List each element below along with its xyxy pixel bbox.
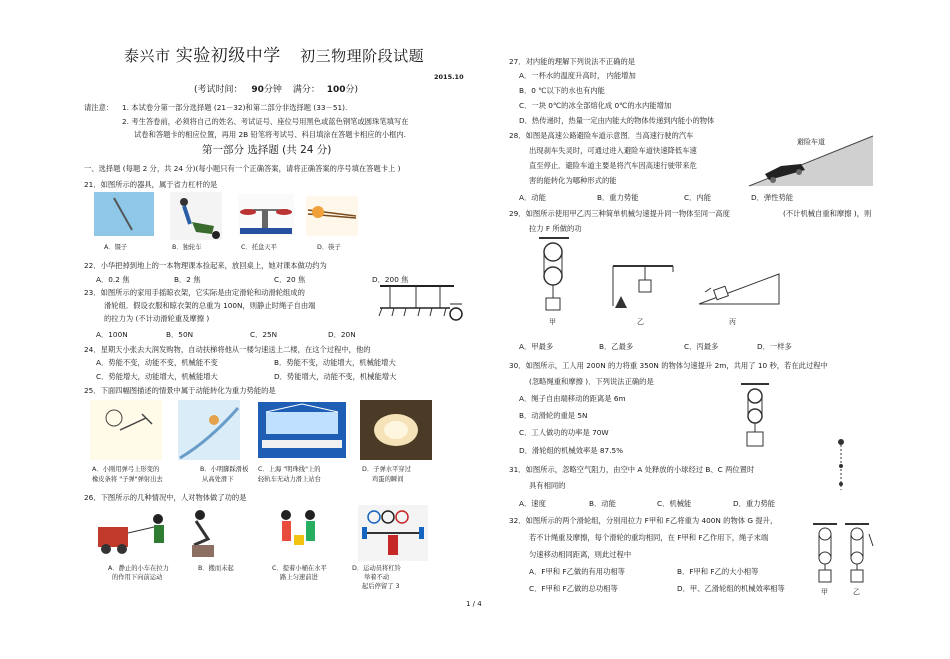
q31-line2: 具有相同的 <box>529 481 566 490</box>
exam-title <box>124 46 425 66</box>
school-prefix: 泰兴市 <box>124 47 171 65</box>
exam-date: 2015.10 <box>434 73 464 81</box>
q30-option-c: C．工人做功的功率是 70W <box>519 428 609 437</box>
q24-stem: 24．星期天小张去大润发购物，自动扶梯将他从一楼匀速送上二楼，在这个过程中，他的 <box>84 345 371 354</box>
q23-figure-drying-rack <box>376 282 466 332</box>
q23-option-c: C．25N <box>250 330 278 339</box>
q23-option-a: A．100N <box>96 330 128 339</box>
q25-figures <box>90 400 435 462</box>
q29-option-b: B．乙最多 <box>599 342 634 351</box>
q29-label-jia: 甲 <box>549 318 556 326</box>
cart-drawing <box>98 527 128 547</box>
q25-caption-a-2: 橡皮条将 "子弹"弹射出去 <box>92 476 163 483</box>
q31-option-a: A．速度 <box>519 499 546 508</box>
slingshot-drawing <box>90 400 162 460</box>
q31-option-d: D．重力势能 <box>733 499 776 508</box>
q23-option-b: B．50N <box>166 330 194 339</box>
q27-option-b: B．0 ℃以下的水也有内能 <box>519 86 605 95</box>
note-2: 2. 考生答卷前，必须将自己的姓名、考试证号、座位号用黑色或蓝色钢笔或圆珠笔填写在 <box>122 117 409 126</box>
q29-option-c: C．丙最多 <box>684 342 719 351</box>
bucket-carriers <box>281 510 291 520</box>
q27-option-a: A．一杯水的温度升高时， 内能增加 <box>519 71 636 80</box>
q23-line1: 23．如图所示的家用手摇晾衣架，它实际是由定滑轮和动滑轮组成的 <box>84 288 305 297</box>
q30-option-a: A．绳子自由端移动的距离是 6m <box>519 394 626 403</box>
q27-option-c: C．一块 0℃的冰全部熔化成 0℃的水内能增加 <box>519 101 672 110</box>
q21-caption-d: D．筷子 <box>317 244 341 251</box>
q28-line2: 出现刹车失灵时，可通过进入避险车道快速降低车速 <box>529 146 697 155</box>
q28-figure-escape-ramp <box>745 128 875 190</box>
q25-stem: 25．下面四幅图描述的情景中属于动能转化为重力势能的是 <box>84 386 276 395</box>
q23-option-d: D．20N <box>328 330 356 339</box>
q28-option-b: B．重力势能 <box>597 193 639 202</box>
q30-option-d: D．滑轮组的机械效率是 87.5% <box>519 446 624 455</box>
q22-option-c: C．20 焦 <box>274 275 306 284</box>
q29-line1b: (不计机械自重和摩擦 )，则 <box>783 209 872 218</box>
q28-line1: 28．如图是高速公路避险车道示意图．当高速行驶的汽车 <box>509 131 694 140</box>
q23-line2: 滑轮组．假设衣服和晾衣架的总重为 100N，则静止时绳子自由端 <box>104 301 316 310</box>
q22-option-d: D．200 焦 <box>372 275 409 284</box>
school-name: 实验初级中学 <box>175 46 281 66</box>
q26-figures <box>96 505 436 563</box>
q30-figure-pulley <box>737 382 773 448</box>
q21-figures <box>94 192 439 242</box>
notes-lead: 请注意： <box>84 103 114 112</box>
q29-label-yi: 乙 <box>637 318 644 326</box>
q32-line2: 若不计绳重及摩擦，每个滑轮的重均相同，在 F甲和 F乙作用下，绳子末端 <box>529 533 769 542</box>
q32-figures-pulleys <box>811 522 875 598</box>
section-intro: 一、选择题 (每题 2 分，共 24 分)(每小题只有一个正确答案，请将正确答案的序号填在答题卡上 ) <box>84 164 401 173</box>
q24-option-d: D．势能增大，动能不变，机械能增大 <box>274 372 397 381</box>
q32-line3: 匀速移动相同距离，则此过程中 <box>529 550 632 559</box>
q29-line1: 29．如图所示使用甲乙丙三种简单机械匀速提升同一物体至同一高度 <box>509 209 730 218</box>
q28-option-d: D．弹性势能 <box>751 193 794 202</box>
note-1: 1. 本试卷分第一部分选择题 (21－32)和第二部分非选择题 (33－51). <box>122 103 348 112</box>
q26-caption-d-1: D．运动员将杠铃 <box>352 565 401 572</box>
exam-meta: (考试时间： 90分钟 满分： 100分) <box>194 85 359 95</box>
q26-caption-c-1: C．提着小桶在水平 <box>272 565 327 572</box>
q26-caption-c-2: 路上匀速前进 <box>280 574 318 581</box>
q28-option-a: A．动能 <box>519 193 546 202</box>
q32-label-yi: 乙 <box>853 588 860 596</box>
page-number: 1 / 4 <box>466 600 482 608</box>
q32-option-d: D．甲、乙滑轮组的机械效率相等 <box>677 584 785 593</box>
q26-stem: 26．下图所示的几种情况中，人对物体做了功的是 <box>84 493 247 502</box>
q25-caption-c-2: 轻轨车无动力滑上站台 <box>258 476 321 483</box>
lifting-person <box>195 510 205 520</box>
note-2-cont: 试卷和答题卡的相应位置，再用 2B 铅笔将考试号、科目填涂在答题卡相应的小框内. <box>134 130 406 139</box>
q25-caption-b-1: B．小明脚踩滑板 <box>200 466 249 473</box>
q32-label-jia: 甲 <box>821 588 828 596</box>
q31-figure-ball-drop <box>833 436 857 494</box>
q22-option-b: B．2 焦 <box>174 275 201 284</box>
q29-option-a: A．甲最多 <box>519 342 554 351</box>
q22-option-a: A．0.2 焦 <box>96 275 130 284</box>
q24-option-b: B．势能不变，动能增大，机械能增大 <box>274 358 396 367</box>
q28-fig-label: 避险车道 <box>797 138 825 146</box>
q23-line3: 的拉力为 (不计动滑轮重及摩擦 ) <box>104 314 210 323</box>
q21-caption-a: A．镊子 <box>104 244 128 251</box>
q25-caption-d-2: 鸡蛋的瞬间 <box>372 476 404 483</box>
q25-caption-c-1: C．上海 "明珠线"上的 <box>258 466 321 473</box>
q28-option-c: C．内能 <box>684 193 711 202</box>
q30-line2: (忽略绳重和摩擦 )．下列说法正确的是 <box>529 377 654 386</box>
q25-caption-d-1: D．子弹水平穿过 <box>362 466 411 473</box>
exam-name: 初三物理阶段试题 <box>300 47 425 65</box>
skateboard-drawing <box>178 400 240 460</box>
q31-option-c: C．机械能 <box>657 499 692 508</box>
q29-label-bing: 丙 <box>729 318 736 326</box>
q30-line1: 30．如图所示，工人用 200N 的力将重 350N 的物体匀速提升 2m，共用了 10 秒，若在此过程中 <box>509 361 828 370</box>
q24-option-a: A．势能不变，动能不变，机械能不变 <box>96 358 218 367</box>
q30-option-b: B．动滑轮的重是 5N <box>519 411 588 420</box>
q29-figures <box>529 236 819 328</box>
q26-caption-a-2: 的作用下向前运动 <box>112 574 163 581</box>
q29-option-d: D．一样多 <box>757 342 792 351</box>
q24-option-c: C．势能增大，动能增大，机械能增大 <box>96 372 218 381</box>
q31-line1: 31．如图所示，忽略空气阻力，由空中 A 处释放的小球经过 B、C 两位置时 <box>509 465 755 474</box>
q27-stem: 27．对内能的理解下列说法不正确的是 <box>509 57 636 66</box>
q31-option-b: B．动能 <box>589 499 616 508</box>
q32-option-b: B．F甲和 F乙的大小相等 <box>677 567 759 576</box>
q26-caption-a-1: A．静止的小车在拉力 <box>108 565 169 572</box>
q32-line1: 32．如图所示的两个滑轮组，分别用拉力 F甲和 F乙将重为 400N 的物体 G 提升， <box>509 516 778 525</box>
q27-option-d: D．热传递时，热量一定由内能大的物体传递到内能小的物体 <box>519 116 715 125</box>
q22-stem: 22．小华把掉到地上的一本物理课本捡起来，放回桌上，她对课本做功约为 <box>84 261 327 270</box>
q26-caption-b: B．搬而未起 <box>198 565 234 572</box>
q21-stem: 21．如图所示的器具，属于省力杠杆的是 <box>84 180 218 189</box>
q32-option-a: A．F甲和 F乙做的有用功相等 <box>529 567 625 576</box>
q21-caption-b: B．独轮车 <box>172 244 202 251</box>
q28-line4: 害的能转化为哪种形式的能 <box>529 176 617 185</box>
q26-caption-d-2: 举着不动 <box>364 574 390 581</box>
q29-line2: 拉力 F 所做的功 <box>529 224 582 233</box>
q25-caption-b-2: 从高处滑下 <box>202 476 234 483</box>
q28-line3: 直至停止．避险车道主要是将汽车因高速行驶带来危 <box>529 161 697 170</box>
section-title: 第一部分 选择题 (共 24 分) <box>202 144 332 156</box>
q26-caption-d-3: 起后停留了 3 <box>362 583 400 590</box>
q32-option-c: C．F甲和 F乙做的总功相等 <box>529 584 618 593</box>
q25-caption-a-1: A．小刚用弹弓上形变的 <box>92 466 160 473</box>
q21-caption-c: C．托盘天平 <box>241 244 277 251</box>
